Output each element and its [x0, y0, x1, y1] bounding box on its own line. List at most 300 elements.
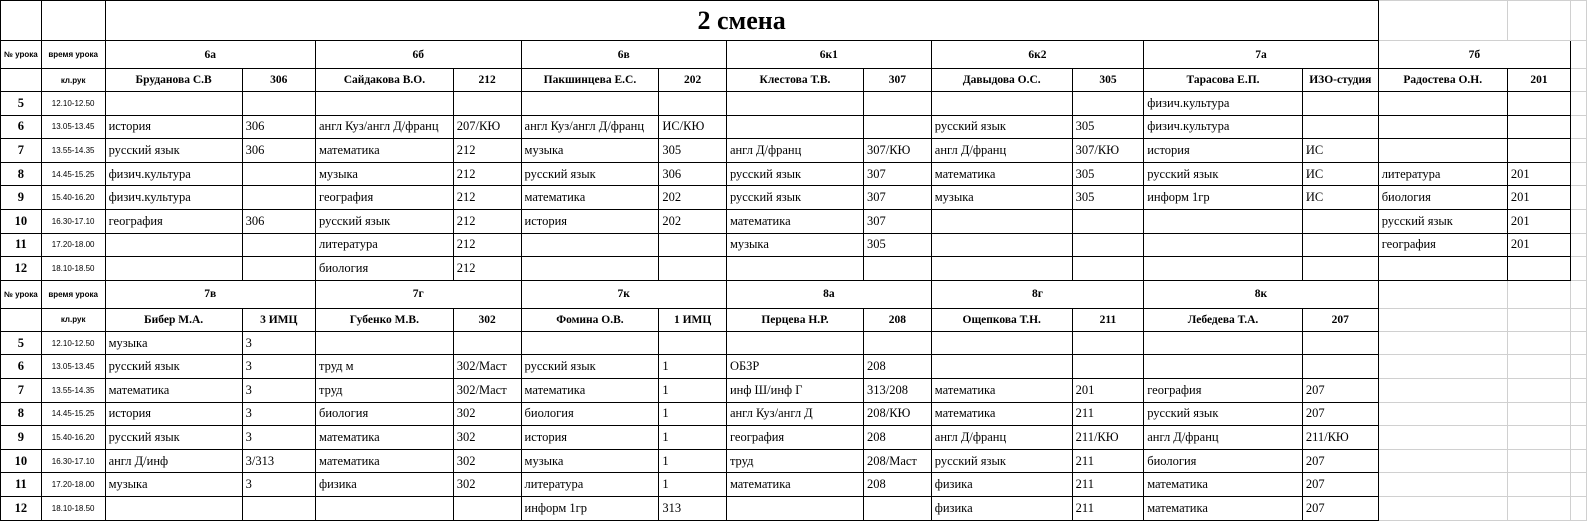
subject-cell	[1144, 355, 1303, 379]
subject-cell: математика	[521, 378, 659, 402]
room-cell	[1507, 139, 1570, 163]
room-cell	[1507, 257, 1570, 281]
blank-cell	[1571, 331, 1587, 355]
class-room: 201	[1507, 69, 1570, 92]
room-cell	[1072, 209, 1144, 233]
lesson-number: 10	[1, 209, 42, 233]
room-cell	[1072, 331, 1144, 355]
subject-cell	[1144, 233, 1303, 257]
subject-cell: математика	[316, 139, 454, 163]
subject-cell: математика	[316, 426, 454, 450]
subject-cell	[726, 92, 863, 116]
room-cell	[1072, 92, 1144, 116]
blank-cell	[1507, 449, 1570, 473]
room-cell	[863, 496, 931, 520]
class-room: 302	[453, 308, 521, 331]
subject-cell	[316, 92, 454, 116]
class-name: 6к1	[726, 41, 931, 69]
subject-cell: география	[1378, 233, 1507, 257]
class-name: 8к	[1144, 280, 1378, 308]
room-cell: 305	[863, 233, 931, 257]
subject-cell	[105, 92, 242, 116]
class-room: 207	[1302, 308, 1378, 331]
room-cell: 201	[1507, 209, 1570, 233]
subject-cell: литература	[316, 233, 454, 257]
subject-cell	[931, 331, 1072, 355]
blank-cell	[1378, 331, 1507, 355]
class-name: 7г	[316, 280, 522, 308]
room-cell: 201	[1507, 186, 1570, 210]
class-name: 7б	[1378, 41, 1570, 69]
room-cell: 3	[242, 378, 315, 402]
subject-cell: информ 1гр	[1144, 186, 1303, 210]
blank-cell	[1507, 496, 1570, 520]
subject-cell: физич.культура	[105, 162, 242, 186]
room-cell	[863, 115, 931, 139]
subject-cell: математика	[1144, 473, 1303, 497]
room-cell	[1507, 115, 1570, 139]
blank-cell	[1, 308, 42, 331]
subject-cell: музыка	[521, 139, 659, 163]
blank-cell	[1378, 426, 1507, 450]
blank-cell	[1571, 41, 1587, 69]
room-cell: 212	[453, 233, 521, 257]
subject-cell: математика	[105, 378, 242, 402]
class-name: 8г	[931, 280, 1143, 308]
room-cell: 307/КЮ	[1072, 139, 1144, 163]
lesson-number-header: № урока	[1, 280, 42, 308]
room-cell: 208/КЮ	[863, 402, 931, 426]
blank-cell	[1571, 115, 1587, 139]
subject-cell: история	[1144, 139, 1303, 163]
subject-cell: математика	[316, 449, 454, 473]
room-cell: 302	[453, 473, 521, 497]
subject-cell: история	[105, 402, 242, 426]
room-cell: 211	[1072, 449, 1144, 473]
blank-cell	[1378, 280, 1507, 308]
subject-cell: литература	[521, 473, 659, 497]
blank-cell	[1378, 473, 1507, 497]
class-name: 7в	[105, 280, 315, 308]
subject-cell	[316, 331, 454, 355]
class-name: 7к	[521, 280, 726, 308]
subject-cell: труд	[316, 378, 454, 402]
class-name: 8а	[726, 280, 931, 308]
blank-cell	[1571, 257, 1587, 281]
blank-cell	[1571, 426, 1587, 450]
room-cell: 212	[453, 209, 521, 233]
lesson-number: 6	[1, 115, 42, 139]
subject-cell: англ Д/франц	[726, 139, 863, 163]
room-cell: 1	[659, 355, 727, 379]
lesson-time: 12.10-12.50	[41, 92, 105, 116]
room-cell	[1302, 257, 1378, 281]
room-cell: 306	[242, 115, 315, 139]
room-cell: 211/КЮ	[1302, 426, 1378, 450]
subject-cell: география	[316, 186, 454, 210]
blank-cell	[1378, 1, 1507, 41]
subject-cell: русский язык	[726, 186, 863, 210]
subject-cell: музыка	[521, 449, 659, 473]
blank-cell	[1507, 402, 1570, 426]
room-cell: 306	[242, 139, 315, 163]
lesson-number-header: № урока	[1, 41, 42, 69]
room-cell: ИС	[1302, 186, 1378, 210]
class-teacher: Бибер М.А.	[105, 308, 242, 331]
class-room: 3 ИМЦ	[242, 308, 315, 331]
room-cell: 313	[659, 496, 727, 520]
subject-cell	[316, 496, 454, 520]
class-teacher: Пакшинцева Е.С.	[521, 69, 659, 92]
subject-cell: география	[726, 426, 863, 450]
room-cell	[453, 92, 521, 116]
blank-cell	[1571, 139, 1587, 163]
lesson-time: 18.10-18.50	[41, 257, 105, 281]
corner-cell	[41, 1, 105, 41]
room-cell: 211	[1072, 473, 1144, 497]
room-cell	[1302, 115, 1378, 139]
subject-cell: музыка	[105, 331, 242, 355]
class-room: 305	[1072, 69, 1144, 92]
blank-cell	[1571, 449, 1587, 473]
subject-cell	[931, 257, 1072, 281]
lesson-time: 17.20-18.00	[41, 473, 105, 497]
subject-cell: русский язык	[521, 162, 659, 186]
room-cell: 305	[1072, 162, 1144, 186]
subject-cell: англ Д/франц	[931, 139, 1072, 163]
class-teacher: Тарасова Е.П.	[1144, 69, 1303, 92]
room-cell: 302	[453, 426, 521, 450]
subject-cell	[931, 233, 1072, 257]
room-cell	[242, 162, 315, 186]
room-cell	[863, 331, 931, 355]
blank-cell	[1507, 308, 1570, 331]
room-cell: 202	[659, 186, 727, 210]
room-cell	[1302, 331, 1378, 355]
class-teacher: Сайдакова В.О.	[316, 69, 454, 92]
subject-cell: информ 1гр	[521, 496, 659, 520]
blank-cell	[1507, 378, 1570, 402]
blank-cell	[1571, 308, 1587, 331]
room-cell: 212	[453, 257, 521, 281]
subject-cell: ОБЗР	[726, 355, 863, 379]
subject-cell: география	[1144, 378, 1303, 402]
subject-cell	[1144, 209, 1303, 233]
lesson-time: 13.55-14.35	[41, 139, 105, 163]
room-cell: 207	[1302, 496, 1378, 520]
subject-cell: физика	[931, 496, 1072, 520]
class-teacher: Лебедева Т.А.	[1144, 308, 1303, 331]
subject-cell: история	[105, 115, 242, 139]
subject-cell	[726, 331, 863, 355]
subject-cell: англ Д/франц	[931, 426, 1072, 450]
room-cell: 1	[659, 426, 727, 450]
lesson-time: 16.30-17.10	[41, 209, 105, 233]
room-cell: 1	[659, 449, 727, 473]
blank-cell	[1378, 496, 1507, 520]
room-cell	[1302, 209, 1378, 233]
room-cell: 302/Маст	[453, 378, 521, 402]
lesson-number: 5	[1, 92, 42, 116]
class-teacher: Клестова Т.В.	[726, 69, 863, 92]
subject-cell	[931, 209, 1072, 233]
class-teacher: Губенко М.В.	[316, 308, 454, 331]
lesson-time-header: время урока	[41, 280, 105, 308]
subject-cell: русский язык	[105, 426, 242, 450]
subject-cell: музыка	[316, 162, 454, 186]
subject-cell: биология	[1378, 186, 1507, 210]
blank-cell	[1507, 331, 1570, 355]
class-room: 211	[1072, 308, 1144, 331]
subject-cell: русский язык	[105, 355, 242, 379]
subject-cell	[726, 115, 863, 139]
room-cell: 211	[1072, 402, 1144, 426]
subject-cell: литература	[1378, 162, 1507, 186]
room-cell	[1072, 233, 1144, 257]
room-cell: 207	[1302, 473, 1378, 497]
blank-cell	[1571, 92, 1587, 116]
room-cell: ИС	[1302, 139, 1378, 163]
subject-cell: русский язык	[1144, 402, 1303, 426]
lesson-number: 8	[1, 402, 42, 426]
subject-cell	[105, 233, 242, 257]
room-cell: 3	[242, 355, 315, 379]
class-teacher-header: кл.рук	[41, 308, 105, 331]
subject-cell	[931, 355, 1072, 379]
class-name: 7а	[1144, 41, 1378, 69]
room-cell	[1507, 92, 1570, 116]
room-cell: 307	[863, 186, 931, 210]
subject-cell: биология	[316, 402, 454, 426]
blank-cell	[1571, 473, 1587, 497]
room-cell: 1	[659, 378, 727, 402]
subject-cell: история	[521, 209, 659, 233]
blank-cell	[1571, 496, 1587, 520]
room-cell: 306	[242, 209, 315, 233]
lesson-number: 11	[1, 233, 42, 257]
room-cell: 302/Маст	[453, 355, 521, 379]
room-cell: 207	[1302, 449, 1378, 473]
room-cell	[242, 92, 315, 116]
class-teacher: Радостева О.Н.	[1378, 69, 1507, 92]
room-cell	[1072, 257, 1144, 281]
lesson-time: 14.45-15.25	[41, 402, 105, 426]
subject-cell	[105, 257, 242, 281]
blank-cell	[1571, 280, 1587, 308]
class-room: 202	[659, 69, 727, 92]
lesson-number: 12	[1, 257, 42, 281]
room-cell	[659, 233, 727, 257]
blank-cell	[1378, 378, 1507, 402]
lesson-time-header: время урока	[41, 41, 105, 69]
subject-cell: математика	[726, 209, 863, 233]
subject-cell: русский язык	[316, 209, 454, 233]
subject-cell	[1144, 331, 1303, 355]
lesson-number: 5	[1, 331, 42, 355]
class-room: ИЗО-студия	[1302, 69, 1378, 92]
class-teacher: Давыдова О.С.	[931, 69, 1072, 92]
room-cell: 208	[863, 355, 931, 379]
class-room: 208	[863, 308, 931, 331]
lesson-number: 9	[1, 426, 42, 450]
room-cell: 3	[242, 402, 315, 426]
room-cell: 3/313	[242, 449, 315, 473]
room-cell: 302	[453, 449, 521, 473]
room-cell	[242, 257, 315, 281]
subject-cell: физика	[931, 473, 1072, 497]
class-name: 6б	[316, 41, 522, 69]
class-teacher: Бруданова С.В	[105, 69, 242, 92]
subject-cell: англ Д/франц	[1144, 426, 1303, 450]
blank-cell	[1378, 449, 1507, 473]
subject-cell	[1378, 115, 1507, 139]
subject-cell: биология	[1144, 449, 1303, 473]
subject-cell: физич.культура	[105, 186, 242, 210]
subject-cell: математика	[931, 378, 1072, 402]
subject-cell	[931, 92, 1072, 116]
subject-cell: физич.культура	[1144, 115, 1303, 139]
subject-cell: история	[521, 426, 659, 450]
room-cell	[659, 331, 727, 355]
subject-cell	[1378, 257, 1507, 281]
room-cell: 212	[453, 162, 521, 186]
room-cell: 211	[1072, 496, 1144, 520]
room-cell	[659, 257, 727, 281]
room-cell: 212	[453, 139, 521, 163]
subject-cell	[1378, 139, 1507, 163]
blank-cell	[1507, 1, 1570, 41]
blank-cell	[1571, 1, 1587, 41]
subject-cell	[726, 257, 863, 281]
room-cell: 302	[453, 402, 521, 426]
class-name: 6в	[521, 41, 726, 69]
room-cell: 201	[1072, 378, 1144, 402]
subject-cell: русский язык	[1378, 209, 1507, 233]
lesson-number: 10	[1, 449, 42, 473]
subject-cell: труд	[726, 449, 863, 473]
lesson-time: 15.40-16.20	[41, 426, 105, 450]
subject-cell	[521, 233, 659, 257]
subject-cell: биология	[316, 257, 454, 281]
room-cell: 3	[242, 473, 315, 497]
lesson-time: 13.55-14.35	[41, 378, 105, 402]
class-teacher: Ощепкова Т.Н.	[931, 308, 1072, 331]
blank-cell	[1378, 308, 1507, 331]
room-cell: 307	[863, 162, 931, 186]
subject-cell: русский язык	[931, 449, 1072, 473]
lesson-time: 13.05-13.45	[41, 355, 105, 379]
subject-cell: биология	[521, 402, 659, 426]
room-cell	[1072, 355, 1144, 379]
subject-cell: англ Куз/англ Д/франц	[521, 115, 659, 139]
subject-cell: математика	[521, 186, 659, 210]
subject-cell: математика	[931, 402, 1072, 426]
class-name: 6а	[105, 41, 315, 69]
page-title: 2 смена	[105, 1, 1378, 41]
subject-cell: труд м	[316, 355, 454, 379]
subject-cell: математика	[1144, 496, 1303, 520]
blank-cell	[1571, 69, 1587, 92]
lesson-time: 17.20-18.00	[41, 233, 105, 257]
subject-cell	[521, 257, 659, 281]
room-cell: 208/Маст	[863, 449, 931, 473]
room-cell: 3	[242, 426, 315, 450]
room-cell: 201	[1507, 233, 1570, 257]
room-cell	[659, 92, 727, 116]
room-cell: 208	[863, 473, 931, 497]
lesson-number: 7	[1, 378, 42, 402]
subject-cell	[726, 496, 863, 520]
room-cell	[453, 331, 521, 355]
blank-cell	[1571, 378, 1587, 402]
room-cell: ИС	[1302, 162, 1378, 186]
subject-cell: русский язык	[1144, 162, 1303, 186]
subject-cell: англ Куз/англ Д	[726, 402, 863, 426]
subject-cell: музыка	[105, 473, 242, 497]
blank-cell	[1507, 473, 1570, 497]
lesson-number: 8	[1, 162, 42, 186]
blank-cell	[1571, 402, 1587, 426]
room-cell: 307/КЮ	[863, 139, 931, 163]
subject-cell: англ Куз/англ Д/франц	[316, 115, 454, 139]
subject-cell: география	[105, 209, 242, 233]
subject-cell: музыка	[726, 233, 863, 257]
subject-cell	[1144, 257, 1303, 281]
room-cell: 1	[659, 473, 727, 497]
lesson-time: 16.30-17.10	[41, 449, 105, 473]
room-cell	[453, 496, 521, 520]
blank-cell	[1, 69, 42, 92]
room-cell: 3	[242, 331, 315, 355]
blank-cell	[1378, 355, 1507, 379]
subject-cell: русский язык	[931, 115, 1072, 139]
room-cell: 305	[1072, 186, 1144, 210]
room-cell: ИС/КЮ	[659, 115, 727, 139]
room-cell: 207	[1302, 378, 1378, 402]
room-cell	[863, 257, 931, 281]
subject-cell	[521, 331, 659, 355]
subject-cell: инф Ш/инф Г	[726, 378, 863, 402]
room-cell: 1	[659, 402, 727, 426]
blank-cell	[1571, 162, 1587, 186]
class-room: 212	[453, 69, 521, 92]
room-cell	[242, 496, 315, 520]
class-name: 6к2	[931, 41, 1143, 69]
blank-cell	[1507, 280, 1570, 308]
class-room: 306	[242, 69, 315, 92]
corner-cell	[1, 1, 42, 41]
lesson-time: 12.10-12.50	[41, 331, 105, 355]
blank-cell	[1571, 233, 1587, 257]
room-cell	[242, 186, 315, 210]
subject-cell: русский язык	[726, 162, 863, 186]
room-cell: 306	[659, 162, 727, 186]
room-cell	[863, 92, 931, 116]
room-cell	[1302, 355, 1378, 379]
subject-cell: физика	[316, 473, 454, 497]
lesson-time: 13.05-13.45	[41, 115, 105, 139]
blank-cell	[1571, 186, 1587, 210]
room-cell: 202	[659, 209, 727, 233]
lesson-number: 6	[1, 355, 42, 379]
room-cell: 305	[1072, 115, 1144, 139]
room-cell	[1302, 233, 1378, 257]
subject-cell: математика	[931, 162, 1072, 186]
subject-cell	[1378, 92, 1507, 116]
subject-cell: математика	[726, 473, 863, 497]
subject-cell	[521, 92, 659, 116]
blank-cell	[1571, 209, 1587, 233]
